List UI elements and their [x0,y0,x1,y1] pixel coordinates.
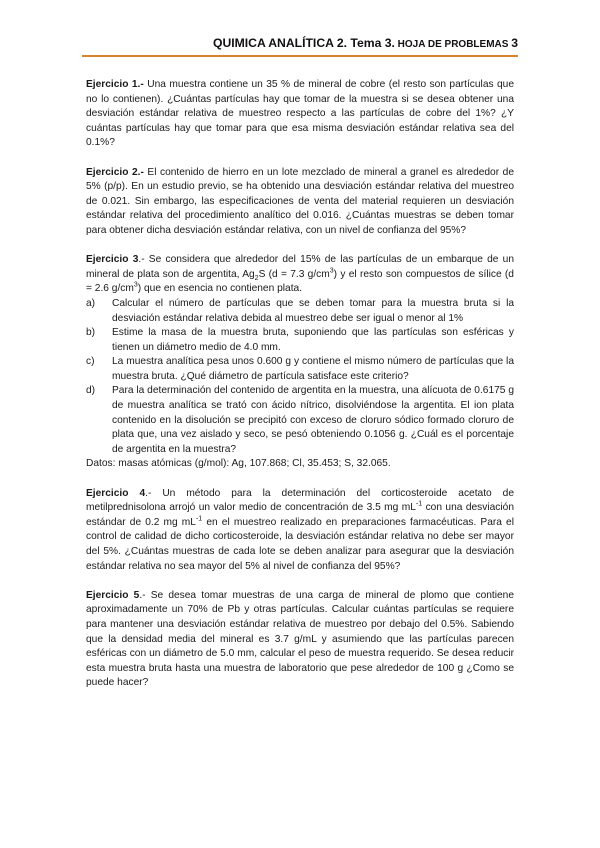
item-text: Estime la masa de la muestra bruta, suponiendo que las partículas son esféricas y tienen un diámetro medio de 4.0 mm. [112,327,514,353]
exercise-4-label: Ejercicio 4 [86,487,146,499]
item-marker: b) [86,327,96,339]
header-divider [82,55,518,57]
exercise-3-item-c [86,355,514,384]
exercise-3-items [86,297,514,458]
document-body [86,78,514,706]
exercise-4-superscript-1: -1 [415,500,423,508]
exercise-3-subscript: 2 [254,274,259,282]
exercise-3-intro-c: ) y el resto son compuestos de sílice (d = 2.6 g/cm [86,268,514,295]
item-marker: c) [86,356,95,368]
exercise-1-text: Una muestra contiene un 35 % de mineral de cobre (el resto son partículas que no lo contienen). ¿Cuántas partículas hay que tomar de la muestra si se desea obtener una desviación estándar relativa de muestreo respecto a las partículas de cobre del 1%? ¿Y cuántas partículas hay que tomar para que esa misma desviación estándar relativa sea del 0.1%? [86,79,514,149]
exercise-3-item-b [86,326,514,355]
exercise-1-label: Ejercicio 1.- [86,79,144,90]
exercise-5-text: .- Se desea tomar muestras de una carga de mineral de plomo que contiene aproximadamente un 70% de Pb y otras partículas. Calcular cuántas partículas se requiere para mantener una desviación estándar relativa de muestreo por debajo del 0.5%. Sabiendo que la densidad media del mineral es 3.7 g/mL y asumiendo que las partículas parecen esféricas con un diámetro de 5.0 mm, calcular el peso de muestra requerido. Se desea reducir esta muestra bruta hasta una muestra de laboratorio que pese alrededor de 100 g ¿Como se puede hacer? [86,589,515,689]
header-subtitle: HOJA DE PROBLEMAS [394,39,512,50]
header-sheet-number: 3 [511,36,518,50]
exercise-4-text-a: .- Un método para la determinación del corticosteroide acetato de metilprednisolona arrojó un valor medio de concentración de 3.5 mg mL [86,487,515,514]
exercise-4-text-b: con una desviación estándar de 0.2 mg mL [86,502,514,528]
exercise-3-item-a [86,297,514,326]
page-header [82,36,518,50]
exercise-3 [86,253,514,472]
exercise-2 [86,166,514,239]
exercise-3-superscript-1: 3 [329,267,334,275]
exercise-1 [86,78,514,151]
exercise-5 [86,589,514,691]
item-marker: a) [86,297,96,309]
header-title: QUIMICA ANALÍTICA 2. Tema 3. [212,36,395,50]
exercise-5-label: Ejercicio 5 [86,589,140,601]
item-marker: d) [86,385,96,397]
exercise-3-label: Ejercicio 3 [86,254,139,266]
exercise-2-text: El contenido de hierro en un lote mezclado de mineral a granel es alrededor de 5% (p/p). En un estudio previo, se ha obtenido una desviación estándar relativa del muestreo de 0.021. Sin embargo, las especificaciones de venta del material requieren un desviación estándar relativa del procedimiento analítico del 0.016. ¿Cuántas muestras se deben tomar para obtener dicha desviación estándar relativa, con un nivel de confianza del 95%? [86,166,514,236]
exercise-3-data: Datos: masas atómicas (g/mol): Ag, 107.868; Cl, 35.453; S, 32.065. [86,458,391,470]
exercise-2-label: Ejercicio 2.- [86,166,144,178]
exercise-3-intro-d: ) que en esencia no contienen plata. [137,283,303,295]
exercise-4-superscript-2: -1 [195,515,203,523]
exercise-3-intro-b: S (d = 7.3 g/cm [258,268,330,280]
exercise-3-intro-a: .- Se considera que alrededor del 15% de las partículas de un embarque de un mineral de plata son de argentita, Ag [86,254,514,280]
item-text: Calcular el número de partículas que se deben tomar para la muestra bruta si la desviación estándar relativa debida al muestreo debe ser igual o menor al 1% [112,297,514,324]
exercise-3-superscript-2: 3 [133,281,138,289]
exercise-4-text-c: en el muestreo realizado en preparaciones farmacéuticas. Para el control de calidad de dicho corticosteroide, la desviación estándar relativa no debe ser mayor del 5%. ¿Cuántas muestras de cada lote se deben analizar para asegurar que la desviación estándar relativa no sea mayor del 5% al nivel de confianza del 95%? [86,516,514,572]
exercise-3-item-d [86,384,514,457]
item-text: Para la determinación del contenido de argentita en la muestra, una alícuota de 0.6175 g de muestra analítica se trató con ácido nítrico, disolviéndose la argentita. El ion plata contenido en la disolución se precipitó con exceso de cloruro sódico formado cloruro de plata que, una vez aislado y seco, se pesó obteniendo 0.1056 g. ¿Cuál es el porcentaje de argentita en la muestra? [112,385,514,455]
item-text: La muestra analítica pesa unos 0.600 g y contiene el mismo número de partículas que la muestra bruta. ¿Qué diámetro de partícula satisface este criterio? [112,356,514,382]
exercise-4 [86,487,514,575]
